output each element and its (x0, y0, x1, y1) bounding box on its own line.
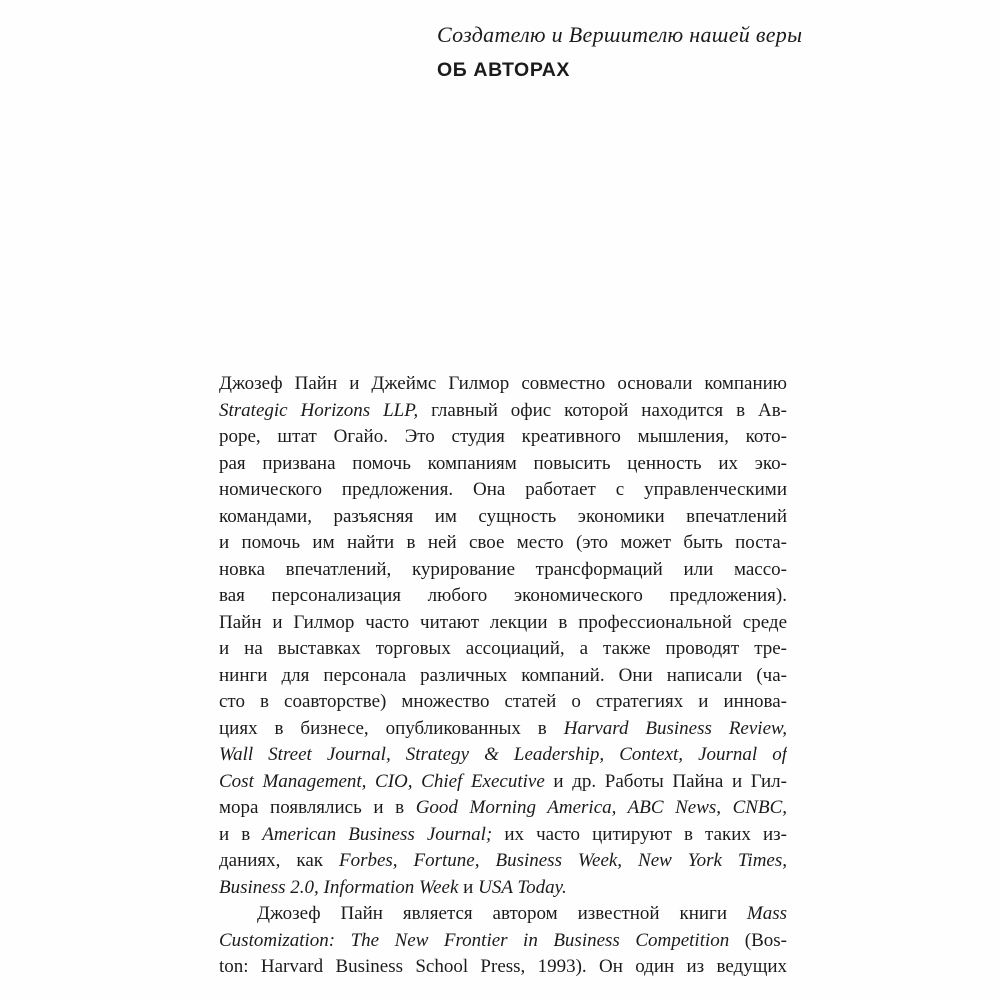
text-line (219, 398, 787, 425)
italic-text-segment: USA Today. (478, 876, 567, 898)
text-segment: нинги для персонала различных компаний. Они написали (ча- (219, 664, 787, 686)
text-line (219, 371, 787, 398)
text-segment: Джозеф Пайн и Джеймс Гилмор совместно основали компанию (219, 373, 787, 394)
text-line (219, 928, 787, 955)
text-segment: и помочь им найти в ней свое место (это может быть поста- (219, 532, 787, 553)
text-segment: (Bos- (729, 929, 787, 951)
text-segment: вая персонализация любого экономического предложения). (219, 585, 787, 606)
text-segment: главный офис которой находится в Ав- (418, 399, 787, 421)
text-segment: сто в соавторстве) множество статей о стратегиях и иннова- (219, 691, 787, 712)
text-line (219, 477, 787, 504)
text-segment: номического предложения. Она работает с управленческими (219, 479, 787, 500)
text-segment: ton: Harvard Business School Press, 1993). Он один из ведущих (219, 956, 787, 977)
text-line (219, 451, 787, 478)
text-line (219, 822, 787, 849)
text-segment: Джозеф Пайн является автором известной книги (257, 903, 747, 924)
body-text (219, 371, 787, 981)
italic-text-segment: American Business Journal; (262, 823, 493, 845)
italic-text-segment: Mass (746, 903, 787, 924)
text-segment: новка впечатлений, курирование трансформаций или массо- (219, 558, 787, 580)
text-line (219, 875, 787, 902)
italic-text-segment: Customization: The New Frontier in Business Competition (219, 929, 730, 951)
text-line (219, 769, 787, 796)
about-authors-heading: ОБ АВТОРАХ (437, 59, 570, 81)
text-segment: циях в бизнесе, опубликованных в (219, 717, 564, 739)
text-line (219, 424, 787, 451)
text-line (219, 504, 787, 531)
text-segment: роре, штат Огайо. Это студия креативного мышления, кото- (219, 426, 787, 447)
text-segment: рая призвана помочь компаниям повысить ценность их эко- (219, 452, 787, 474)
text-line (219, 742, 787, 769)
text-segment: их часто цитируют в таких из- (492, 823, 787, 845)
text-line (219, 795, 787, 822)
italic-text-segment: Good Morning America, ABC News, CNBC, (415, 797, 787, 818)
text-line (219, 530, 787, 557)
text-segment: даниях, как (219, 850, 339, 871)
italic-text-segment: Wall Street Journal, Strategy & Leadership, Context, Journal of (219, 744, 787, 765)
italic-text-segment: Business 2.0, Information Week (219, 876, 459, 898)
text-segment: и на выставках торговых ассоциаций, а также проводят тре- (219, 638, 787, 659)
text-segment: мора появлялись и в (219, 797, 416, 818)
italic-text-segment: Cost Management, CIO, Chief Executive (219, 770, 545, 792)
italic-text-segment: Forbes, Fortune, Business Week, New York Times, (338, 850, 787, 871)
text-line (219, 583, 787, 610)
text-line (219, 663, 787, 690)
text-line (219, 954, 787, 981)
italic-text-segment: Strategic Horizons LLP, (219, 399, 419, 421)
text-segment: и др. Работы Пайна и Гил- (544, 770, 787, 792)
text-segment: и в (219, 823, 263, 845)
text-line (219, 848, 787, 875)
text-line (219, 689, 787, 716)
text-line (219, 901, 787, 928)
text-segment: и (458, 876, 479, 898)
dedication-text: Создателю и Вершителю нашей веры (437, 22, 803, 47)
text-segment: командами, разъясняя им сущность экономики впечатлений (219, 505, 787, 527)
text-line (219, 636, 787, 663)
text-line (219, 557, 787, 584)
text-line (219, 716, 787, 743)
italic-text-segment: Harvard Business Review, (563, 717, 787, 739)
text-segment: Пайн и Гилмор часто читают лекции в профессиональной среде (219, 611, 787, 633)
text-line (219, 610, 787, 637)
